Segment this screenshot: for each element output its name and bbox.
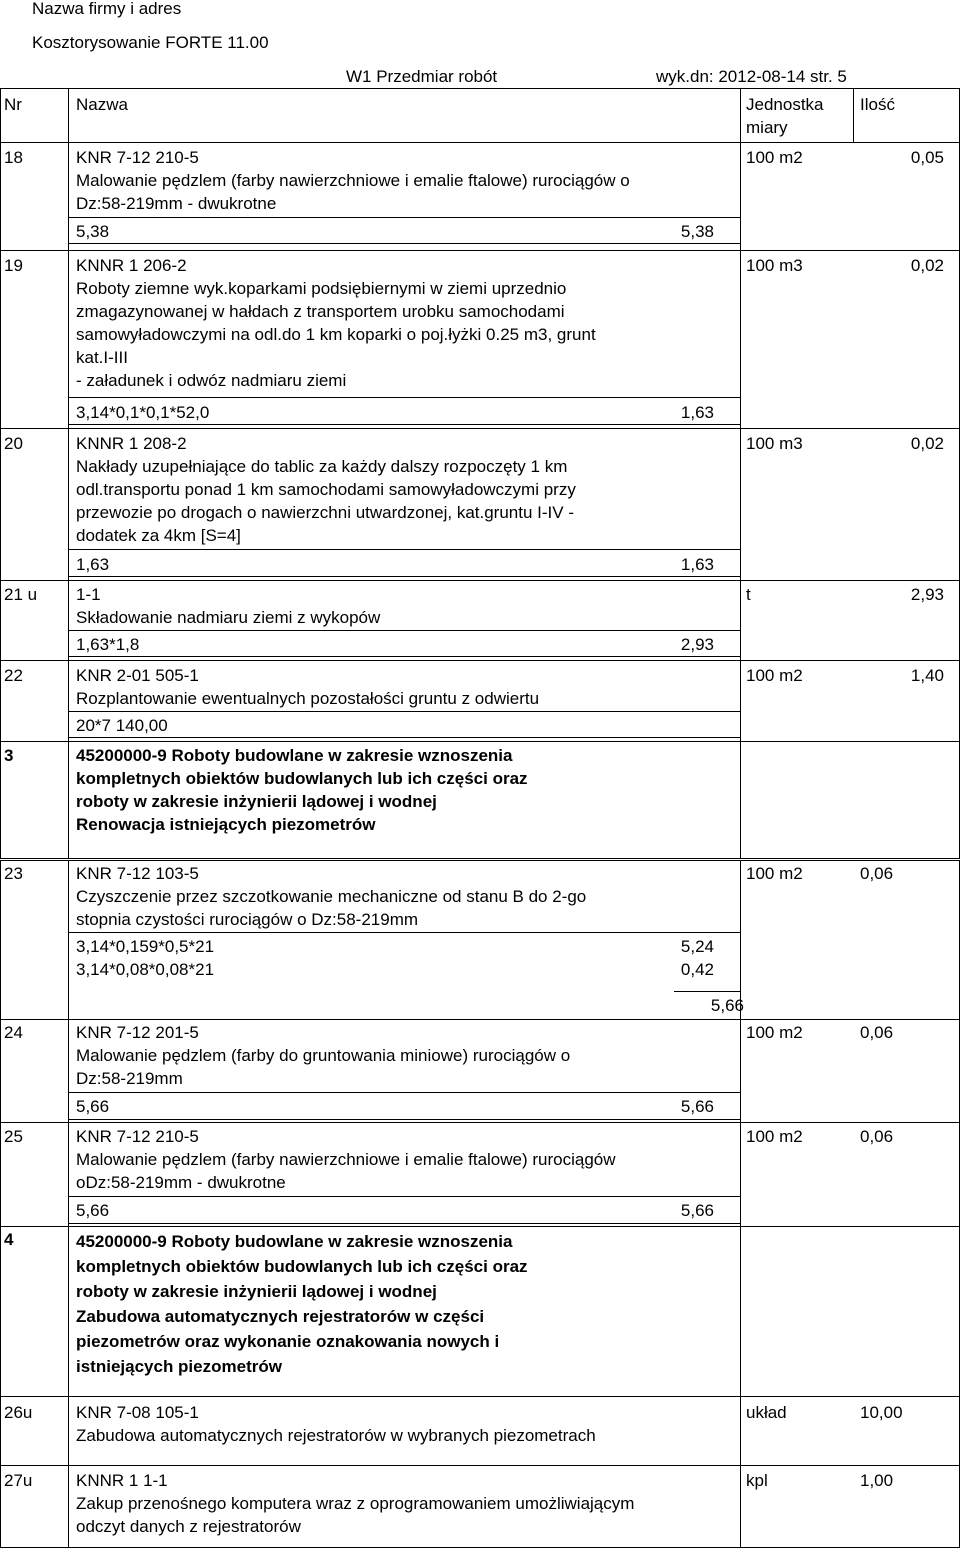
- calc-result: 1,63: [680, 403, 714, 422]
- table-bottom-border: [0, 858, 960, 859]
- calc-top: [68, 711, 740, 712]
- row-qty: 0,06: [860, 1023, 894, 1042]
- calc-result: 1,63: [680, 555, 714, 574]
- row-desc: Czyszczenie przez szczotkowanie mechaniczne od stanu B do 2-go: [76, 887, 587, 906]
- calc-result: 5,38: [680, 222, 714, 241]
- row-divider: [0, 1465, 960, 1466]
- row-divider: [0, 1019, 960, 1020]
- table-left-border: [0, 88, 1, 858]
- calc-expression: 1,63*1,8: [76, 635, 140, 654]
- row-nr: 22: [4, 666, 23, 685]
- col-divider-nr: [68, 88, 69, 858]
- row-nr: 25: [4, 1127, 23, 1146]
- row-code: KNR 7-12 201-5: [76, 1023, 199, 1042]
- row-code: KNR 7-12 103-5: [76, 864, 199, 883]
- row-unit: 100 m2: [746, 864, 803, 883]
- section-line: piezometrów oraz wykonanie oznakowania nowych i: [76, 1332, 500, 1351]
- calc-bottom: [68, 1119, 740, 1120]
- row-desc: zmagazynowanej w hałdach z transportem urobku samochodami: [76, 302, 565, 321]
- row-code: KNR 2-01 505-1: [76, 666, 199, 685]
- row-desc: Malowanie pędzlem (farby nawierzchniowe i emalie ftalowe) rurociągów: [76, 1150, 616, 1169]
- row-desc: dodatek za 4km [S=4]: [76, 526, 241, 545]
- row-desc: stopnia czystości rurociągów o Dz:58-219mm: [76, 910, 419, 929]
- row-qty: 10,00: [860, 1403, 903, 1422]
- row-desc: Zabudowa automatycznych rejestratorów w wybranych piezometrach: [76, 1426, 596, 1445]
- table2-col-divider-nr: [68, 860, 69, 1548]
- table2-col-divider-name: [740, 860, 741, 1548]
- calc-bottom: [68, 243, 740, 244]
- row-desc: Roboty ziemne wyk.koparkami podsiębiernymi w ziemi uprzednio: [76, 279, 567, 298]
- calc-result: 2,93: [680, 635, 714, 654]
- software-name: Kosztorysowanie FORTE 11.00: [32, 33, 269, 52]
- table-top-border: [0, 88, 960, 89]
- row-code: KNR 7-08 105-1: [76, 1403, 199, 1422]
- calc-result: 5,66: [680, 1097, 714, 1116]
- calc-expression: 5,66: [76, 1097, 110, 1116]
- row-divider: [0, 250, 960, 251]
- row-unit: kpl: [746, 1471, 768, 1490]
- calc-expression: 20*7 140,00: [76, 716, 168, 735]
- section-line: 45200000-9 Roboty budowlane w zakresie wznoszenia: [76, 746, 513, 765]
- row-divider: [0, 580, 960, 581]
- row-code: KNNR 1 206-2: [76, 256, 187, 275]
- row-unit: 100 m2: [746, 1127, 803, 1146]
- row-desc: Zakup przenośnego komputera wraz z oprogramowaniem umożliwiającym: [76, 1494, 635, 1513]
- row-qty: 0,06: [860, 864, 894, 883]
- calc-bottom: [68, 424, 740, 425]
- row-code: 1-1: [76, 585, 101, 604]
- calc-result: 0,42: [680, 960, 714, 979]
- row-nr: 20: [4, 434, 23, 453]
- row-qty: 0,06: [860, 1127, 894, 1146]
- row-nr: 18: [4, 148, 23, 167]
- row-unit: 100 m2: [746, 1023, 803, 1042]
- calc-expression: 5,38: [76, 222, 110, 241]
- calc-expression: 5,66: [76, 1201, 110, 1220]
- document-title: W1 Przedmiar robót: [346, 67, 498, 86]
- row-divider: [0, 428, 960, 429]
- row-desc: Dz:58-219mm: [76, 1069, 183, 1088]
- calc-top: [68, 397, 740, 398]
- row-unit: 100 m2: [746, 666, 803, 685]
- row-desc: Malowanie pędzlem (farby do gruntowania miniowe) rurociągów o: [76, 1046, 571, 1065]
- row-divider: [0, 660, 960, 661]
- calc-top: [68, 549, 740, 550]
- calc-bottom: [68, 737, 740, 738]
- section-line: roboty w zakresie inżynierii lądowej i wodnej: [76, 1282, 437, 1301]
- col-header-nr: Nr: [4, 95, 22, 114]
- section-line: roboty w zakresie inżynierii lądowej i wodnej: [76, 792, 437, 811]
- row-unit: 100 m3: [746, 434, 803, 453]
- row-qty: 2,93: [910, 585, 944, 604]
- row-code: KNNR 1 208-2: [76, 434, 187, 453]
- row-divider: [0, 1122, 960, 1123]
- row-code: KNNR 1 1-1: [76, 1471, 168, 1490]
- row-desc: Nakłady uzupełniające do tablic za każdy dalszy rozpoczęty 1 km: [76, 457, 568, 476]
- calc-expression: 1,63: [76, 555, 110, 574]
- row-qty: 1,40: [910, 666, 944, 685]
- calc-bottom: [68, 656, 740, 657]
- row-desc: Składowanie nadmiaru ziemi z wykopów: [76, 608, 381, 627]
- calc-sum: 5,66: [710, 996, 744, 1015]
- row-nr: 27u: [4, 1471, 33, 1490]
- row-divider: [0, 1396, 960, 1397]
- section-line: kompletnych obiektów budowlanych lub ich części oraz: [76, 1257, 528, 1276]
- row-desc: Malowanie pędzlem (farby nawierzchniowe i emalie ftalowe) rurociągów o: [76, 171, 630, 190]
- row-desc: - załadunek i odwóz nadmiaru ziemi: [76, 371, 347, 390]
- row-divider: [0, 741, 960, 742]
- row-code: KNR 7-12 210-5: [76, 148, 199, 167]
- row-nr: 21 u: [4, 585, 38, 604]
- row-unit: t: [746, 585, 751, 604]
- section-line: Renowacja istniejących piezometrów: [76, 815, 376, 834]
- row-divider: [0, 1226, 960, 1227]
- header-bottom-border: [0, 142, 960, 143]
- section-nr: 3: [4, 746, 14, 765]
- col-header-unit: Jednostka: [746, 95, 824, 114]
- row-desc: przewozie po drogach o nawierzchni utwardzonej, kat.gruntu I-IV -: [76, 503, 574, 522]
- table2-top-border: [0, 860, 960, 861]
- calc-result: 5,24: [680, 937, 714, 956]
- section-line: Zabudowa automatycznych rejestratorów w części: [76, 1307, 485, 1326]
- calc-result: 5,66: [680, 1201, 714, 1220]
- row-desc: Dz:58-219mm - dwukrotne: [76, 194, 277, 213]
- row-desc: odczyt danych z rejestratorów: [76, 1517, 301, 1536]
- col-header-unit-2: miary: [746, 118, 788, 137]
- row-nr: 24: [4, 1023, 23, 1042]
- section-nr: 4: [4, 1230, 14, 1249]
- row-desc: kat.I-III: [76, 348, 128, 367]
- calc-bottom: [68, 1223, 740, 1224]
- calc-expression: 3,14*0,159*0,5*21: [76, 937, 215, 956]
- calc-top: [68, 630, 740, 631]
- calc-top: [68, 1196, 740, 1197]
- col-header-qty: Ilość: [860, 95, 895, 114]
- row-desc: Rozplantowanie ewentualnych pozostałości gruntu z odwiertu: [76, 689, 540, 708]
- col-divider-name: [740, 88, 741, 858]
- row-qty: 1,00: [860, 1471, 894, 1490]
- row-unit: 100 m3: [746, 256, 803, 275]
- col-divider-unit: [853, 88, 854, 142]
- calc-top: [68, 217, 740, 218]
- calc-expression: 3,14*0,08*0,08*21: [76, 960, 215, 979]
- row-code: KNR 7-12 210-5: [76, 1127, 199, 1146]
- row-qty: 0,05: [910, 148, 944, 167]
- table2-left-border: [0, 860, 1, 1548]
- row-nr: 19: [4, 256, 23, 275]
- row-desc: oDz:58-219mm - dwukrotne: [76, 1173, 286, 1192]
- section-line: kompletnych obiektów budowlanych lub ich części oraz: [76, 769, 528, 788]
- section-line: istniejących piezometrów: [76, 1357, 282, 1376]
- row-desc: odl.transportu ponad 1 km samochodami samowyładowczymi przy: [76, 480, 576, 499]
- section-line: 45200000-9 Roboty budowlane w zakresie wznoszenia: [76, 1232, 513, 1251]
- row-qty: 0,02: [910, 434, 944, 453]
- company-name: Nazwa firmy i adres: [32, 0, 182, 18]
- document-meta: wyk.dn: 2012-08-14 str. 5: [656, 67, 847, 86]
- calc-bottom: [68, 576, 740, 577]
- row-nr: 26u: [4, 1403, 33, 1422]
- calc-top: [68, 932, 740, 933]
- row-nr: 23: [4, 864, 23, 883]
- row-qty: 0,02: [910, 256, 944, 275]
- calc-top: [68, 1092, 740, 1093]
- col-header-name: Nazwa: [76, 95, 128, 114]
- row-unit: 100 m2: [746, 148, 803, 167]
- row-desc: samowyładowczymi na odl.do 1 km koparki o poj.łyżki 0.25 m3, grunt: [76, 325, 596, 344]
- sum-line: [674, 991, 740, 992]
- calc-expression: 3,14*0,1*0,1*52,0: [76, 403, 210, 422]
- row-unit: układ: [746, 1403, 787, 1422]
